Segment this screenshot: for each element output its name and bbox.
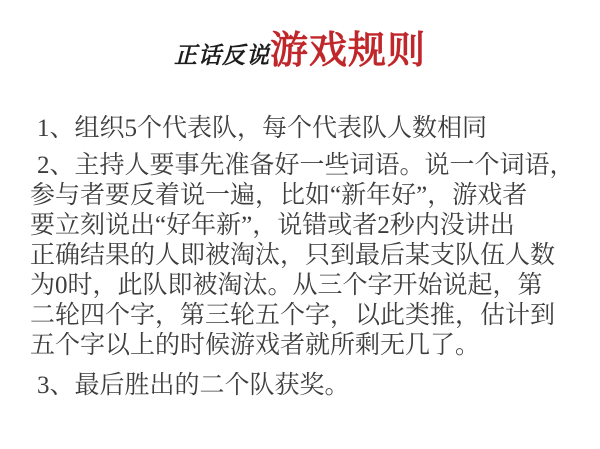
- rule-item-2: [30, 151, 582, 361]
- slide-body: [30, 114, 582, 401]
- rule-3-line-1: 3、最后胜出的二个队获奖。: [37, 372, 350, 399]
- rule-2-line-7: 五个字以上的时候游戏者就所剩无几了。: [30, 332, 481, 359]
- rule-2-line-4: 正确结果的人即被淘汰，只到最后某支队伍人数: [30, 242, 556, 269]
- rule-item-1: [30, 114, 582, 144]
- rule-2-line-3: 要立刻说出“好年新”，说错或者2秒内没讲出: [30, 212, 515, 239]
- rule-2-line-1: 2、主持人要事先准备好一些词语。说一个词语，: [37, 152, 575, 179]
- slide-title: [0, 0, 600, 82]
- title-main: 游戏规则: [269, 30, 426, 72]
- rule-1-line-1: 1、组织5个代表队，每个代表队人数相同: [37, 115, 488, 142]
- rule-item-3: [30, 371, 582, 401]
- rule-2-line-6: 二轮四个字，第三轮五个字，以此类推，估计到: [30, 302, 556, 329]
- rule-2-line-5: 为0时，此队即被淘汰。从三个字开始说起，第: [30, 272, 543, 299]
- rule-2-line-2: 参与者要反着说一遍，比如“新年好”，游戏者: [30, 182, 528, 209]
- title-prefix: 正话反说: [173, 43, 270, 68]
